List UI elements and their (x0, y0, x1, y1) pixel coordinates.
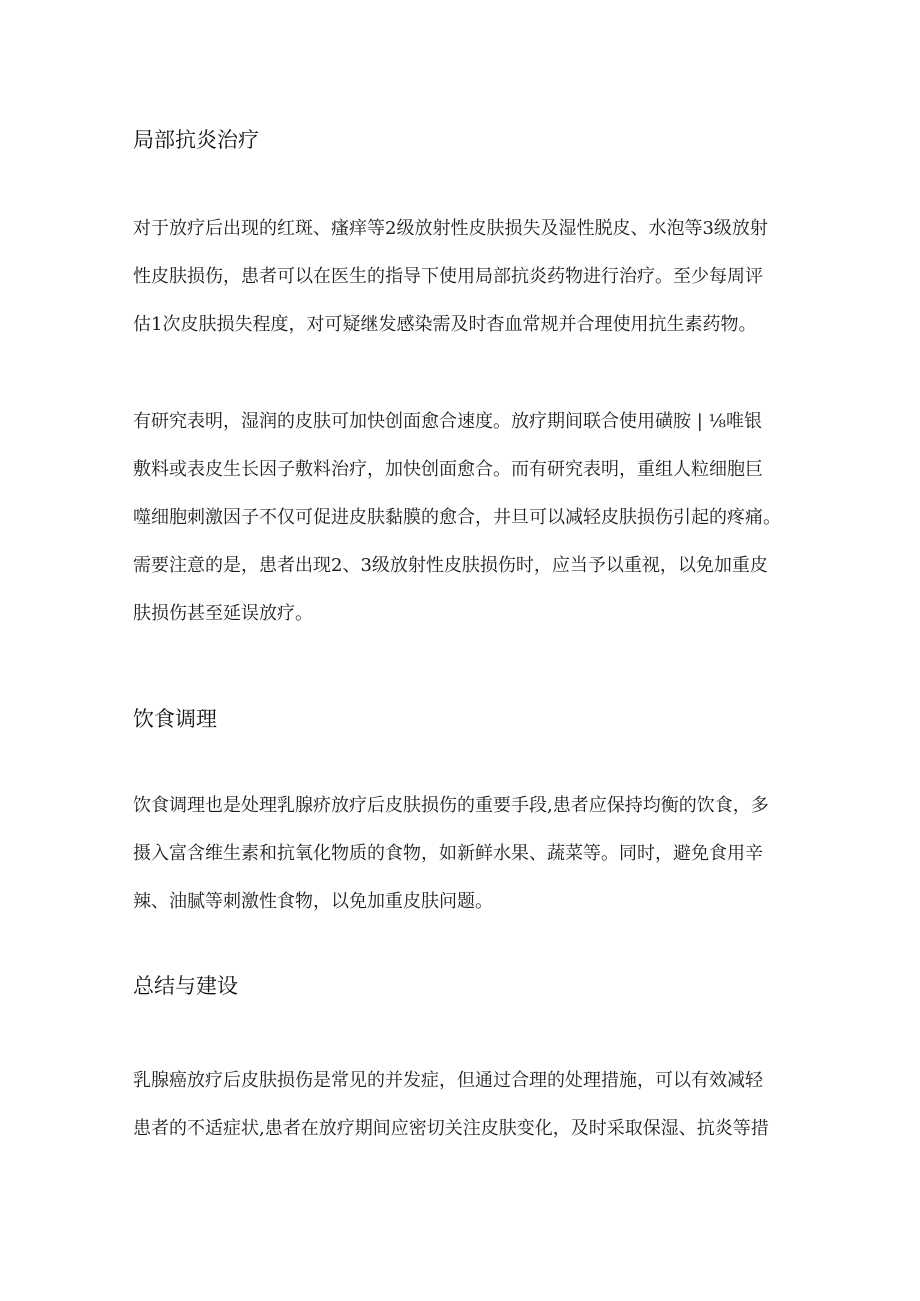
paragraph-research-findings (133, 398, 803, 638)
paragraph-line: 肤损伤甚至延误放疗。 (133, 603, 313, 624)
paragraph-line: 噬细胞刺激因子不仅可促进皮肤黏膜的愈合，井旦可以减轻皮肤损伤引起的疼痛。 (133, 507, 781, 528)
paragraph-line: 摄入富含维生素和抗氧化物质的食物，如新鲜水果、蔬菜等。同时，避免食用辛 (133, 843, 763, 864)
paragraph-line: 需要注意的是，患者出现2、3级放射性皮肤损伤时，应当予以重视，以免加重皮 (133, 555, 768, 576)
paragraph-line: 饮食调理也是处理乳腺疥放疗后皮肤损伤的重要手段,患者应保持均衡的饮食，多 (133, 795, 769, 816)
paragraph-line: 估1次皮肤损失程度，对可疑继发感染需及时杳血常规并合理使用抗生素药物。 (133, 314, 757, 335)
paragraph-line: 有研究表明，湿润的皮肤可加快创面愈合速度。放疗期间联合使用磺胺 | ⅛唯银 (133, 411, 762, 432)
paragraph-summary (133, 1057, 803, 1153)
paragraph-line: 性皮肤损伤，患者可以在医生的指导下使用局部抗炎药物进行治疗。至少每周评 (133, 266, 763, 287)
section-heading-diet: 饮食调理 (133, 707, 217, 731)
paragraph-line: 患者的不适症状,患者在放疗期间应密切关注皮肤变化，及时采取保湿、抗炎等措 (133, 1118, 769, 1139)
section-heading-summary: 总结与建设 (133, 974, 238, 998)
paragraph-line: 辣、油腻等刺激性食物，以免加重皮肤问题。 (133, 891, 493, 912)
paragraph-local-treatment (133, 205, 803, 349)
paragraph-line: 敷料或表皮生长因子敷料治疗，加快创面愈合。而有研究表明，重组人粒细胞巨 (133, 459, 763, 480)
paragraph-diet (133, 782, 803, 926)
paragraph-line: 乳腺癌放疗后皮肤损伤是常见的并发症，但通过合理的处理措施，可以有效减轻 (133, 1070, 763, 1091)
section-heading-local-anti-inflammatory: 局部抗炎治疗 (133, 128, 259, 152)
paragraph-line: 对于放疗后出现的红斑、瘙痒等2级放射性皮肤损失及湿性脱皮、水泡等3级放射 (133, 218, 768, 239)
